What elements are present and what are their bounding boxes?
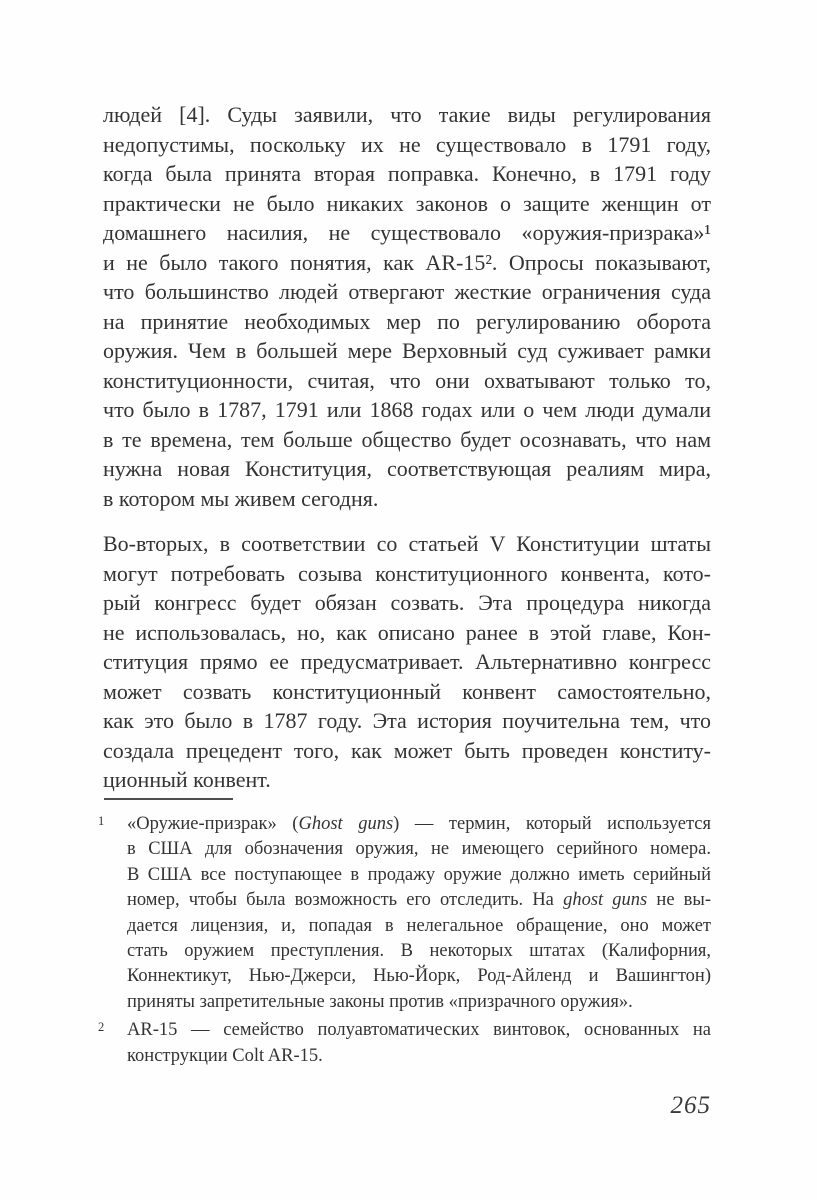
footnote-marker: 1	[98, 814, 105, 828]
text-line	[127, 1044, 711, 1069]
body-text	[103, 100, 711, 811]
text-segment: создала прецедент того, как может быть проведен конститу-	[103, 737, 711, 763]
text-segment: людей [4]. Суды заявили, что такие виды регулирования	[103, 102, 711, 127]
text-line	[127, 837, 711, 862]
text-line	[103, 100, 711, 130]
text-segment: ) — термин, который используется	[393, 814, 711, 834]
text-segment: что было в 1787, 1791 или 1868 годах или о чем люди думали	[103, 397, 711, 422]
text-segment: практически не было никаких законов о защите женщин от	[103, 190, 711, 216]
text-segment: дается лицензия, и, попадая в нелегальное обращение, оно может	[127, 915, 711, 936]
text-line	[103, 588, 711, 618]
text-line	[103, 248, 711, 278]
text-segment: в котором мы живем сегодня.	[103, 485, 379, 511]
text-segment: «Оружие-призрак» (	[127, 814, 299, 834]
footnote	[98, 812, 711, 1015]
text-segment: когда была принята вторая поправка. Конечно, в 1791 году	[103, 161, 711, 186]
text-segment: Во-вторых, в соответствии со статьей V Конституции штаты	[103, 531, 711, 556]
text-segment: на принятие необходимых мер по регулированию оборота	[103, 308, 711, 334]
text-line	[103, 159, 711, 189]
text-line	[127, 812, 711, 837]
text-segment: стать оружием преступления. В некоторых штатах (Калифорния,	[127, 941, 711, 962]
text-segment: домашнего насилия, не существовало «оружия-призрака»¹	[103, 220, 711, 245]
text-line	[127, 964, 711, 989]
text-segment: в США для обозначения оружия, не имеющего серийного номера.	[127, 839, 711, 860]
text-segment: и не было такого понятия, как AR-15². Опросы показывают,	[103, 249, 711, 275]
text-segment: приняты запретительные законы против «призрачного оружия».	[127, 991, 633, 1012]
text-segment: в те времена, тем больше общество будет осознавать, что нам	[103, 426, 711, 452]
paragraph	[103, 529, 711, 795]
text-line	[103, 336, 711, 366]
text-segment: ституция прямо ее предусматривает. Альтернативно конгресс	[103, 649, 711, 674]
text-line	[127, 1018, 711, 1043]
text-line	[127, 888, 711, 913]
text-line	[103, 677, 711, 707]
text-line	[103, 529, 711, 559]
text-line	[103, 307, 711, 337]
text-segment: Коннектикут, Нью-Джерси, Нью-Йорк, Род-Айленд и Вашингтон)	[127, 966, 711, 987]
text-segment: может созвать конституционный конвент самостоятельно,	[103, 678, 711, 704]
text-line	[103, 618, 711, 648]
text-line	[103, 366, 711, 396]
italic-text: ghost guns	[563, 890, 648, 911]
text-line	[103, 425, 711, 455]
text-segment: могут потребовать созыва конституционного конвента, кото-	[103, 560, 711, 586]
text-segment: не использовалась, но, как описано ранее в этой главе, Кон-	[103, 619, 711, 645]
text-line	[103, 706, 711, 736]
text-line	[103, 454, 711, 484]
paragraph	[103, 100, 711, 513]
text-line	[103, 647, 711, 677]
text-segment: нужна новая Конституция, соответствующая реалиям мира,	[103, 456, 711, 481]
text-line	[127, 863, 711, 888]
text-segment: как это было в 1787 году. Эта история поучительна тем, что	[103, 708, 711, 733]
italic-text: Ghost guns	[298, 814, 394, 834]
text-line	[103, 277, 711, 307]
text-segment: AR-15 — семейство полуавтоматических винтовок, основанных на	[127, 1020, 711, 1041]
text-line	[103, 395, 711, 425]
text-segment: оружия. Чем в большей мере Верховный суд суживает рамки	[103, 338, 711, 363]
text-segment: рый конгресс будет обязан созвать. Эта процедура никогда	[103, 590, 711, 615]
text-segment: номер, чтобы была возможность его отследить. На	[127, 890, 564, 911]
text-line	[127, 939, 711, 964]
footnotes	[98, 812, 711, 1072]
text-segment: недопустимы, поскольку их не существовало в 1791 году,	[103, 131, 711, 157]
text-segment: не вы-	[647, 890, 712, 911]
text-line	[103, 484, 711, 514]
text-line	[127, 990, 711, 1015]
page-number: 265	[670, 1092, 711, 1119]
footnote	[98, 1018, 711, 1069]
text-line	[127, 914, 711, 939]
footnote-marker: 2	[98, 1020, 105, 1035]
footnote-separator	[104, 798, 233, 800]
text-line	[103, 130, 711, 160]
text-line	[103, 559, 711, 589]
text-line	[103, 765, 711, 795]
text-line	[103, 736, 711, 766]
text-segment: конструкции Colt AR-15.	[127, 1045, 323, 1066]
text-segment: что большинство людей отвергают жесткие ограничения суда	[103, 279, 711, 304]
text-segment: В США все поступающее в продажу оружие должно иметь серийный	[127, 864, 711, 885]
text-line	[103, 189, 711, 219]
text-line	[103, 218, 711, 248]
text-segment: ционный конвент.	[103, 767, 271, 792]
text-segment: конституционности, считая, что они охватывают только то,	[103, 367, 711, 393]
